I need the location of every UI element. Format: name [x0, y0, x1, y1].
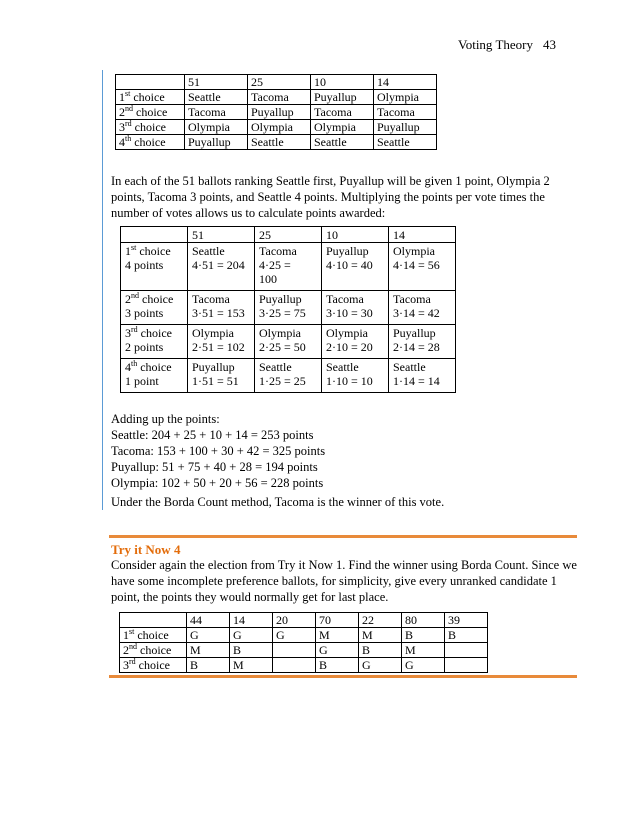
table-row [116, 135, 437, 150]
table-header-cell [120, 613, 187, 628]
table-cell: Seattle [185, 90, 248, 105]
table-cell: Puyallup [185, 135, 248, 150]
table-header-cell: 39 [445, 613, 488, 628]
table-row [121, 359, 456, 393]
table-cell: B [402, 628, 445, 643]
table-header-cell: 10 [311, 75, 374, 90]
summary-line: Puyallup: 51 + 75 + 40 + 28 = 194 points [111, 460, 318, 474]
table-cell: Seattle 1·25 = 25 [255, 359, 322, 393]
table-header-cell: 14 [389, 227, 456, 243]
table-cell: Olympia [248, 120, 311, 135]
table-cell: B [359, 643, 402, 658]
row-label: 3rd choice 2 points [121, 325, 188, 359]
table-row [116, 105, 437, 120]
table-header-cell: 70 [316, 613, 359, 628]
row-label: 2nd choice 3 points [121, 291, 188, 325]
summary-line: Olympia: 102 + 50 + 20 + 56 = 228 points [111, 476, 324, 490]
table-header-cell [116, 75, 185, 90]
table-cell: Tacoma 3·51 = 153 [188, 291, 255, 325]
table-row [121, 291, 456, 325]
table-cell: Seattle 1·10 = 10 [322, 359, 389, 393]
row-label: 3rd choice [120, 658, 187, 673]
table-cell: Olympia 4·14 = 56 [389, 243, 456, 291]
table-header-row [120, 613, 488, 628]
exercise-table [119, 612, 488, 673]
table-cell: Tacoma 3·14 = 42 [389, 291, 456, 325]
table-cell: Puyallup [311, 90, 374, 105]
table-cell: Tacoma [185, 105, 248, 120]
table-cell: M [187, 643, 230, 658]
table-row [116, 90, 437, 105]
header-title: Voting Theory [458, 37, 533, 52]
row-label: 2nd choice [116, 105, 185, 120]
table-cell: Olympia [374, 90, 437, 105]
table-row [120, 628, 488, 643]
try-it-now-top-rule [109, 535, 577, 538]
table-cell: M [230, 658, 273, 673]
table-cell: Olympia [185, 120, 248, 135]
try-it-now-title: Try it Now 4 [111, 542, 181, 557]
table-cell: M [316, 628, 359, 643]
points-table [120, 226, 456, 393]
table-row [120, 643, 488, 658]
table-row [116, 120, 437, 135]
table-cell: Seattle 4·51 = 204 [188, 243, 255, 291]
table-row [121, 325, 456, 359]
table-cell: B [445, 628, 488, 643]
table-cell: Seattle [248, 135, 311, 150]
section-margin-line [102, 70, 103, 510]
table-header-cell: 14 [374, 75, 437, 90]
table-cell: M [402, 643, 445, 658]
summary-line: Seattle: 204 + 25 + 10 + 14 = 253 points [111, 428, 314, 442]
row-label: 1st choice [116, 90, 185, 105]
table-header-cell: 44 [187, 613, 230, 628]
points-summary [111, 411, 551, 491]
table-cell: Tacoma [248, 90, 311, 105]
row-label: 4th choice 1 point [121, 359, 188, 393]
page-number: 43 [543, 37, 556, 52]
try-it-now-text: Consider again the election from Try it Now 1. Find the winner using Borda Count. Since we have some incomplete preference ballots, for simplicity, give every unranked candidate 1 point, the points they would normally get for last place. [111, 558, 577, 604]
conclusion-text: Under the Borda Count method, Tacoma is the winner of this vote. [111, 495, 445, 509]
table-header-row [121, 227, 456, 243]
table-header-cell: 20 [273, 613, 316, 628]
table-cell: Puyallup 2·14 = 28 [389, 325, 456, 359]
summary-line: Tacoma: 153 + 100 + 30 + 42 = 325 points [111, 444, 326, 458]
table-header-cell: 51 [188, 227, 255, 243]
table-header-cell: 22 [359, 613, 402, 628]
try-it-now-bottom-rule [109, 675, 577, 678]
row-label: 4th choice [116, 135, 185, 150]
table-cell: Puyallup 4·10 = 40 [322, 243, 389, 291]
table-cell: G [230, 628, 273, 643]
table-cell: Tacoma [311, 105, 374, 120]
table-row [121, 243, 456, 291]
table-cell [273, 658, 316, 673]
table-header-cell [121, 227, 188, 243]
explanation-paragraph: In each of the 51 ballots ranking Seattle first, Puyallup will be given 1 point, Olympia 2 points, Tacoma 3 points, and Seattle 4 points. Multiplying the points per vote times the number of votes allows us to calculate points awarded: [111, 174, 550, 220]
table-cell [445, 658, 488, 673]
table-cell: Olympia 2·25 = 50 [255, 325, 322, 359]
table-cell: Puyallup 3·25 = 75 [255, 291, 322, 325]
table-cell: Tacoma 4·25 = 100 [255, 243, 322, 291]
table-cell: G [359, 658, 402, 673]
table-cell: G [187, 628, 230, 643]
table-cell: Olympia 2·51 = 102 [188, 325, 255, 359]
table-header-row [116, 75, 437, 90]
table-header-cell: 25 [248, 75, 311, 90]
table-cell: Seattle 1·14 = 14 [389, 359, 456, 393]
table-cell: Puyallup [248, 105, 311, 120]
table-cell: Seattle [374, 135, 437, 150]
table-cell [445, 643, 488, 658]
table-cell: B [187, 658, 230, 673]
table-header-cell: 25 [255, 227, 322, 243]
table-cell: B [230, 643, 273, 658]
table-header-cell: 51 [185, 75, 248, 90]
table-cell: Seattle [311, 135, 374, 150]
table-row [120, 658, 488, 673]
row-label: 2nd choice [120, 643, 187, 658]
row-label: 1st choice [120, 628, 187, 643]
table-cell: Tacoma 3·10 = 30 [322, 291, 389, 325]
table-cell: Puyallup 1·51 = 51 [188, 359, 255, 393]
table-cell: Puyallup [374, 120, 437, 135]
table-cell: G [273, 628, 316, 643]
table-header-cell: 80 [402, 613, 445, 628]
table-cell: Tacoma [374, 105, 437, 120]
table-cell: G [316, 643, 359, 658]
table-cell: G [402, 658, 445, 673]
table-header-cell: 14 [230, 613, 273, 628]
row-label: 3rd choice [116, 120, 185, 135]
summary-intro: Adding up the points: [111, 412, 220, 426]
page-header [458, 37, 556, 53]
table-cell: M [359, 628, 402, 643]
table-cell [273, 643, 316, 658]
row-label: 1st choice 4 points [121, 243, 188, 291]
table-cell: B [316, 658, 359, 673]
table-cell: Olympia [311, 120, 374, 135]
table-header-cell: 10 [322, 227, 389, 243]
table-cell: Olympia 2·10 = 20 [322, 325, 389, 359]
preference-table [115, 74, 437, 150]
